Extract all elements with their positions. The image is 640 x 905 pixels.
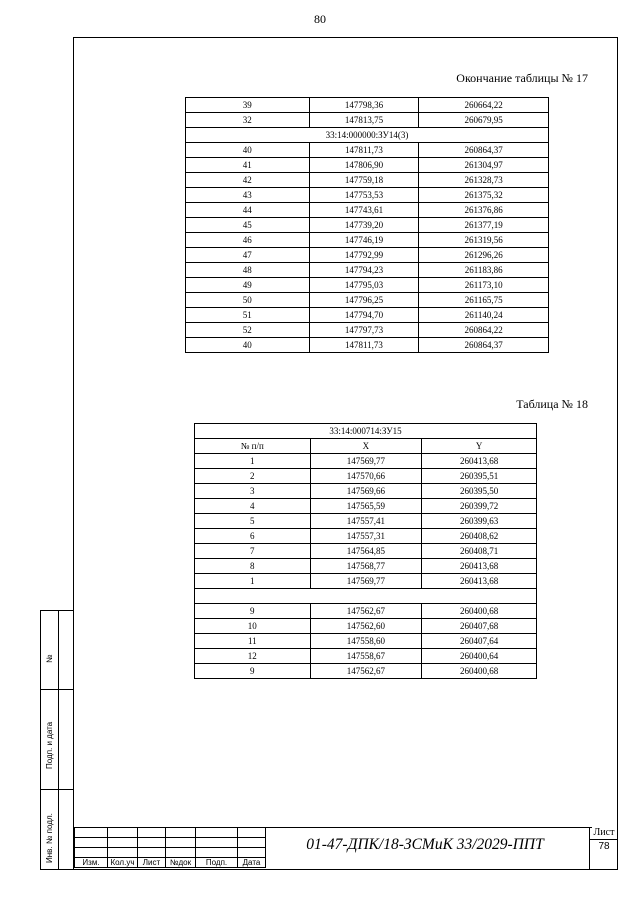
y-value-cell: 260413,68 [422,574,537,589]
stamp-col-izm: Изм. [75,858,108,868]
side-strip-divider [41,789,74,790]
y-value-cell: 260407,68 [422,619,537,634]
y-value-cell: 261183,86 [419,263,549,278]
point-number-cell: 50 [186,293,310,308]
point-number-cell: 47 [186,248,310,263]
table-row [186,278,549,293]
stamp-col-data: Дата [238,858,266,868]
point-number-cell: 5 [195,514,311,529]
point-number-cell: 12 [195,649,311,664]
revision-table [74,827,266,868]
point-number-cell: 8 [195,559,311,574]
x-value-cell: 147558,60 [310,634,422,649]
table17-caption: Окончание таблицы № 17 [456,71,588,85]
point-number-cell: 39 [186,98,310,113]
x-value-cell: 147568,77 [310,559,422,574]
sheet-box [589,827,618,870]
table-row [186,308,549,323]
point-number-cell: 43 [186,188,310,203]
x-value-cell: 147558,67 [310,649,422,664]
x-value-cell: 147570,66 [310,469,422,484]
document-code: 01-47-ДПК/18-ЗСМиК 33/2029-ППТ [306,836,544,853]
table-row [186,113,549,128]
y-value-cell: 260395,50 [422,484,537,499]
table-row [186,188,549,203]
point-number-cell: 1 [195,454,311,469]
table-row [186,293,549,308]
table-row [195,484,537,499]
x-value-cell: 147562,60 [310,619,422,634]
table17 [185,97,549,353]
table-row [186,203,549,218]
table-row [186,143,549,158]
point-number-cell: 9 [195,664,311,679]
table-row [195,529,537,544]
point-number-cell: 6 [195,529,311,544]
y-value-cell: 260679,95 [419,113,549,128]
table-row [186,98,549,113]
point-number-cell: 41 [186,158,310,173]
stamp-col-ndok: №док [166,858,196,868]
y-value-cell: 261376,86 [419,203,549,218]
table18-header-x: X [310,439,422,454]
x-value-cell: 147739,20 [309,218,419,233]
y-value-cell: 261375,32 [419,188,549,203]
x-value-cell: 147794,70 [309,308,419,323]
x-value-cell: 147569,77 [310,454,422,469]
table-row [186,173,549,188]
y-value-cell: 261328,73 [419,173,549,188]
table-row [186,233,549,248]
table-row [186,218,549,233]
table-row [186,263,549,278]
y-value-cell: 260408,71 [422,544,537,559]
y-value-cell: 260399,72 [422,499,537,514]
x-value-cell: 147811,73 [309,338,419,353]
table-row [195,514,537,529]
point-number-cell: 32 [186,113,310,128]
y-value-cell: 261165,75 [419,293,549,308]
x-value-cell: 147795,03 [309,278,419,293]
y-value-cell: 261319,56 [419,233,549,248]
y-value-cell: 260664,22 [419,98,549,113]
side-strip-separator [58,611,59,869]
point-number-cell: 3 [195,484,311,499]
point-number-cell: 42 [186,173,310,188]
y-value-cell: 260395,51 [422,469,537,484]
y-value-cell: 260400,64 [422,649,537,664]
point-number-cell: 51 [186,308,310,323]
x-value-cell: 147806,90 [309,158,419,173]
y-value-cell: 260413,68 [422,454,537,469]
side-strip-divider [41,689,74,690]
x-value-cell: 147794,23 [309,263,419,278]
side-label-sign: Подп. и дата [45,721,54,769]
y-value-cell: 260864,22 [419,323,549,338]
x-value-cell: 147562,67 [310,604,422,619]
x-value-cell: 147557,41 [310,514,422,529]
table17-section-title: 33:14:000000:ЗУ14(3) [186,128,549,143]
x-value-cell: 147811,73 [309,143,419,158]
table-row [186,248,549,263]
point-number-cell: 40 [186,143,310,158]
x-value-cell: 147796,25 [309,293,419,308]
table-row [195,499,537,514]
point-number-cell: 45 [186,218,310,233]
side-label-inv: Инв. № подл. [45,813,54,863]
point-number-cell: 46 [186,233,310,248]
point-number-cell: 9 [195,604,311,619]
x-value-cell: 147557,31 [310,529,422,544]
x-value-cell: 147562,67 [310,664,422,679]
table18-title: 33:14:000714:ЗУ15 [195,424,537,439]
table18-header-num: № п/п [195,439,311,454]
y-value-cell: 261377,19 [419,218,549,233]
point-number-cell: 7 [195,544,311,559]
point-number-cell: 40 [186,338,310,353]
point-number-cell: 52 [186,323,310,338]
stamp-col-podp: Подп. [196,858,238,868]
table18 [194,423,537,679]
table-row [195,574,537,589]
x-value-cell: 147813,75 [309,113,419,128]
table18-empty-row [195,589,537,604]
point-number-cell: 48 [186,263,310,278]
point-number-cell: 11 [195,634,311,649]
table-row [195,604,537,619]
point-number-cell: 44 [186,203,310,218]
table-row [195,559,537,574]
y-value-cell: 261173,10 [419,278,549,293]
y-value-cell: 260413,68 [422,559,537,574]
point-number-cell: 1 [195,574,311,589]
point-number-cell: 10 [195,619,311,634]
point-number-cell: 4 [195,499,311,514]
x-value-cell: 147797,73 [309,323,419,338]
page-number: 80 [314,12,326,26]
x-value-cell: 147792,99 [309,248,419,263]
x-value-cell: 147564,85 [310,544,422,559]
table-row [195,664,537,679]
x-value-cell: 147759,18 [309,173,419,188]
x-value-cell: 147569,66 [310,484,422,499]
y-value-cell: 261304,97 [419,158,549,173]
table18-caption: Таблица № 18 [516,397,588,411]
stamp-col-koluch: Кол.уч [108,858,138,868]
table-row [195,544,537,559]
y-value-cell: 260400,68 [422,664,537,679]
table-row [186,158,549,173]
x-value-cell: 147565,59 [310,499,422,514]
stamp-col-list: Лист [138,858,166,868]
y-value-cell: 261296,26 [419,248,549,263]
table-row [186,323,549,338]
x-value-cell: 147569,77 [310,574,422,589]
point-number-cell: 2 [195,469,311,484]
x-value-cell: 147746,19 [309,233,419,248]
y-value-cell: 260864,37 [419,143,549,158]
x-value-cell: 147743,61 [309,203,419,218]
title-block [74,827,618,870]
table-row [195,649,537,664]
x-value-cell: 147753,53 [309,188,419,203]
sheet-label: Лист [590,827,618,840]
point-number-cell: 49 [186,278,310,293]
table-row [195,619,537,634]
table-row [195,469,537,484]
y-value-cell: 260400,68 [422,604,537,619]
side-label-no: № [45,654,54,663]
table-row [195,634,537,649]
table18-header-y: Y [422,439,537,454]
y-value-cell: 260864,37 [419,338,549,353]
y-value-cell: 260408,62 [422,529,537,544]
table-row [195,454,537,469]
y-value-cell: 260407,64 [422,634,537,649]
table-row [186,338,549,353]
y-value-cell: 260399,63 [422,514,537,529]
x-value-cell: 147798,36 [309,98,419,113]
sheet-number: 78 [598,841,610,852]
side-strip [40,610,74,870]
y-value-cell: 261140,24 [419,308,549,323]
